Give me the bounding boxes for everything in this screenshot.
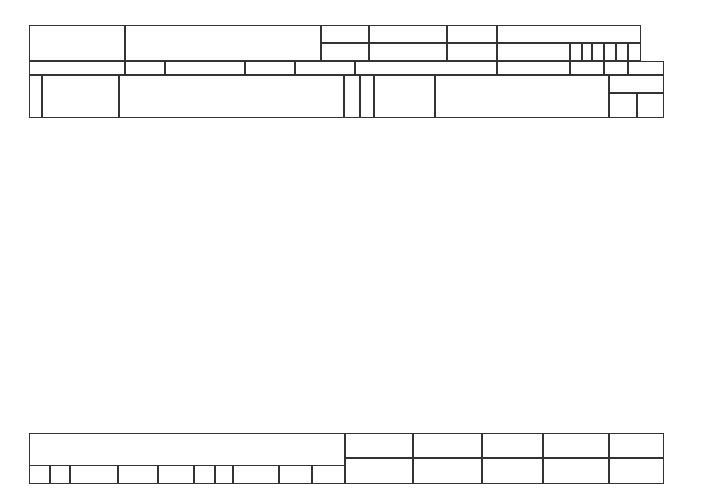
card-title bbox=[125, 25, 321, 61]
remark-value bbox=[628, 61, 664, 75]
col-content bbox=[119, 75, 344, 118]
part-drawing-value bbox=[497, 25, 641, 43]
product-name-value bbox=[369, 43, 447, 61]
review-blank bbox=[482, 458, 543, 484]
student-id bbox=[29, 42, 125, 61]
page-prefix bbox=[604, 43, 616, 61]
col-unit-time bbox=[637, 93, 664, 118]
col-tooling bbox=[435, 75, 609, 118]
col-prep-time bbox=[609, 93, 637, 118]
part-drawing-label bbox=[447, 25, 497, 43]
total-pages-suffix bbox=[592, 43, 604, 61]
col-equipment bbox=[374, 75, 435, 118]
col-op-name bbox=[42, 75, 119, 118]
total-pages-value bbox=[582, 43, 592, 61]
per-unit-label bbox=[497, 61, 570, 75]
rev-date bbox=[158, 465, 194, 484]
rev-date-2 bbox=[312, 465, 345, 484]
rev-mark bbox=[29, 465, 50, 484]
blank-type-value bbox=[245, 61, 295, 75]
check-label bbox=[413, 433, 482, 458]
part-name-label bbox=[447, 43, 497, 61]
check-blank bbox=[413, 458, 482, 484]
standard-blank bbox=[543, 458, 609, 484]
remark-label bbox=[604, 61, 628, 75]
rev-doc-no bbox=[70, 465, 118, 484]
blank-size-value bbox=[355, 61, 497, 75]
rev-count bbox=[50, 465, 70, 484]
rev-sign bbox=[118, 465, 158, 484]
blank-type-label bbox=[165, 61, 245, 75]
blank-size-label bbox=[295, 61, 355, 75]
col-op-no bbox=[29, 75, 42, 118]
part-name-value bbox=[497, 43, 570, 61]
col-section bbox=[360, 75, 374, 118]
material-label bbox=[29, 61, 125, 75]
product-name-label bbox=[321, 43, 369, 61]
rev-sign-2 bbox=[279, 465, 312, 484]
col-workshop bbox=[344, 75, 360, 118]
per-unit-value bbox=[570, 61, 604, 75]
rev-count-2 bbox=[215, 465, 233, 484]
page-value bbox=[616, 43, 628, 61]
product-model-value bbox=[369, 25, 447, 43]
material-value bbox=[125, 61, 165, 75]
page-suffix bbox=[628, 43, 641, 61]
designer-name bbox=[345, 458, 413, 484]
standard-label bbox=[543, 433, 609, 458]
rev-mark-2 bbox=[194, 465, 215, 484]
total-pages-prefix bbox=[570, 43, 582, 61]
col-time bbox=[609, 75, 664, 93]
design-label bbox=[345, 433, 413, 458]
review-label bbox=[482, 433, 543, 458]
countersign-label bbox=[609, 433, 664, 458]
class-name bbox=[29, 25, 125, 43]
rev-doc-no-2 bbox=[233, 465, 279, 484]
product-model-label bbox=[321, 25, 369, 43]
countersign-blank bbox=[609, 458, 664, 484]
